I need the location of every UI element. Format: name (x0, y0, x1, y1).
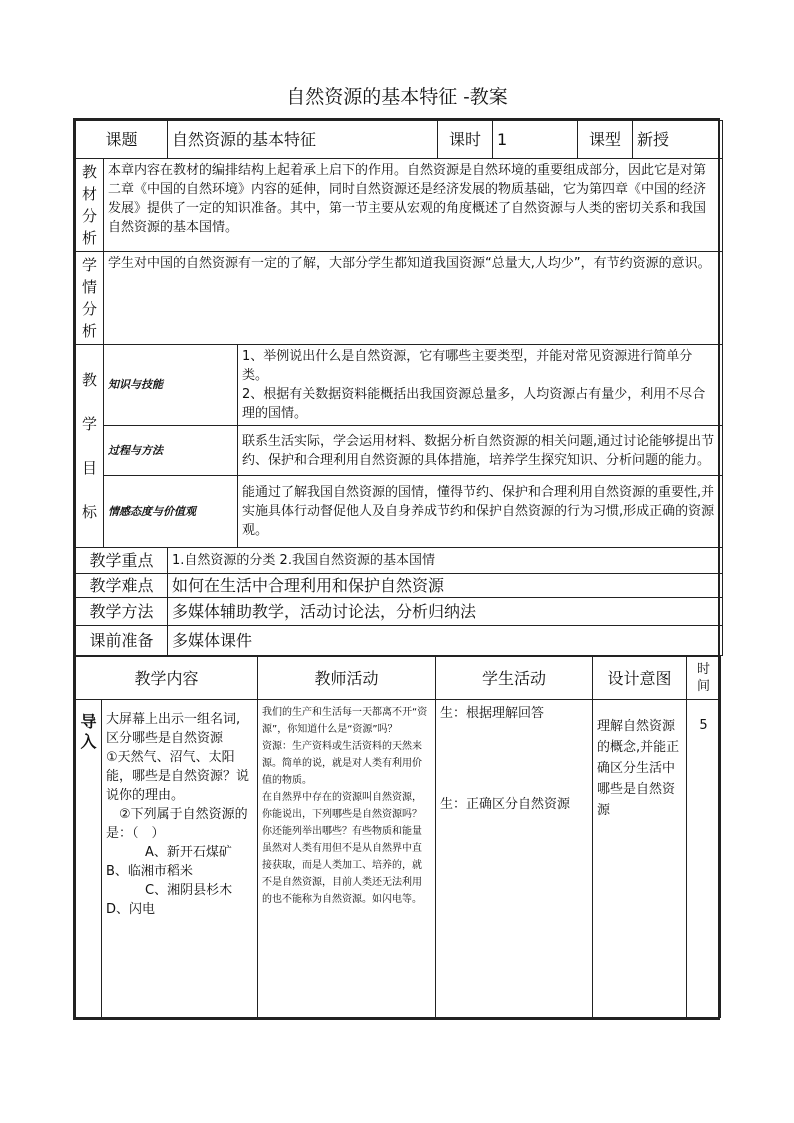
text-xueqing: 学生对中国的自然资源有一定的了解，大部分学生都知道我国资源“总量大,人均少”，有节约资源的意识。 (104, 252, 723, 345)
text-zhongdian: 1.自然资源的分类 2.我国自然资源的基本国情 (168, 548, 723, 574)
label-jiaocai: 教 材 分 析 (76, 159, 104, 252)
value-keshi: 1 (493, 121, 578, 159)
header-student: 学生活动 (436, 657, 593, 700)
text-zhunbei: 多媒体课件 (168, 626, 723, 656)
header-time: 时 间 (687, 657, 721, 700)
intro-teacher: 我们的生产和生活每一天都离不开“资源”，你知道什么是“资源”吗？ 资源：生产资料或生活资料的天然来源。简单的说，就是对人类有利用价值的物质。 在自然界中存在的资源叫自然资源，你能说出，下列哪些是自然资源吗？你还能列举出哪些？有些物质和能量虽然对人类有用但不是从自然界中直接获取，而是人类加工、培养的，就不是自然资源，目前人类还无法利用的也不能称为自然资源。如闪电等。 (258, 700, 436, 1018)
lesson-plan-table (73, 118, 720, 1020)
label-process: 过程与方法 (104, 426, 238, 476)
header-teacher: 教师活动 (258, 657, 436, 700)
text-jiaocai: 本章内容在教材的编排结构上起着承上启下的作用。自然资源是自然环境的重要组成部分，因此它是对第二章《中国的自然环境》内容的延伸，同时自然资源还是经济发展的物质基础，它为第四章《中国的经济发展》提供了一定的知识准备。其中，第一节主要从宏观的角度概述了自然资源与人类的密切关系和我国自然资源的基本国情。 (104, 159, 723, 252)
text-process: 联系生活实际，学会运用材料、数据分析自然资源的相关问题,通过讨论能够提出节约、保护和合理利用自然资源的具体措施，培养学生探究知识、分析问题的能力。 (238, 426, 723, 476)
label-knowledge: 知识与技能 (104, 345, 238, 426)
intro-design: 理解自然资源的概念,并能正确区分生活中哪些是自然资源 (593, 700, 687, 1018)
label-emotion: 情感态度与价值观 (104, 476, 238, 548)
label-intro: 导 入 (76, 700, 102, 1018)
value-kexing: 新授 (633, 121, 723, 159)
label-fangfa: 教学方法 (76, 598, 168, 626)
label-zhunbei: 课前准备 (76, 626, 168, 656)
text-nandian: 如何在生活中合理利用和保护自然资源 (168, 574, 723, 598)
label-zhongdian: 教学重点 (76, 548, 168, 574)
value-keti: 自然资源的基本特征 (168, 121, 438, 159)
label-nandian: 教学难点 (76, 574, 168, 598)
header-content: 教学内容 (76, 657, 258, 700)
label-kexing: 课型 (578, 121, 633, 159)
text-emotion: 能通过了解我国自然资源的国情，懂得节约、保护和合理利用自然资源的重要性,并实施具体行动督促他人及自身养成节约和保护自然资源的行为习惯,形成正确的资源观。 (238, 476, 723, 548)
text-knowledge: 1、举例说出什么是自然资源，它有哪些主要类型，并能对常见资源进行简单分类。 2、根据有关数据资料能概括出我国资源总量多，人均资源占有量少，利用不尽合理的国情。 (238, 345, 723, 426)
label-keti: 课题 (76, 121, 168, 159)
intro-student: 生：根据理解回答 生：正确区分自然资源 (436, 700, 593, 1018)
header-design: 设计意图 (593, 657, 687, 700)
page-title: 自然资源的基本特征 -教案 (286, 86, 508, 108)
text-fangfa: 多媒体辅助教学，活动讨论法，分析归纳法 (168, 598, 723, 626)
label-mubiao: 教 学 目 标 (76, 345, 104, 548)
intro-content: 大屏幕上出示一组名词,区分哪些是自然资源 ①天然气、沼气、太阳能，哪些是自然资源？说说你的理由。 ②下列属于自然资源的是：（ ） A、新开石煤矿 B、临湘市稻米 C、湘阴县杉木 D、闪电 (102, 700, 258, 1018)
intro-time: 5 (687, 700, 721, 1018)
label-xueqing: 学 情 分 析 (76, 252, 104, 345)
label-keshi: 课时 (438, 121, 493, 159)
